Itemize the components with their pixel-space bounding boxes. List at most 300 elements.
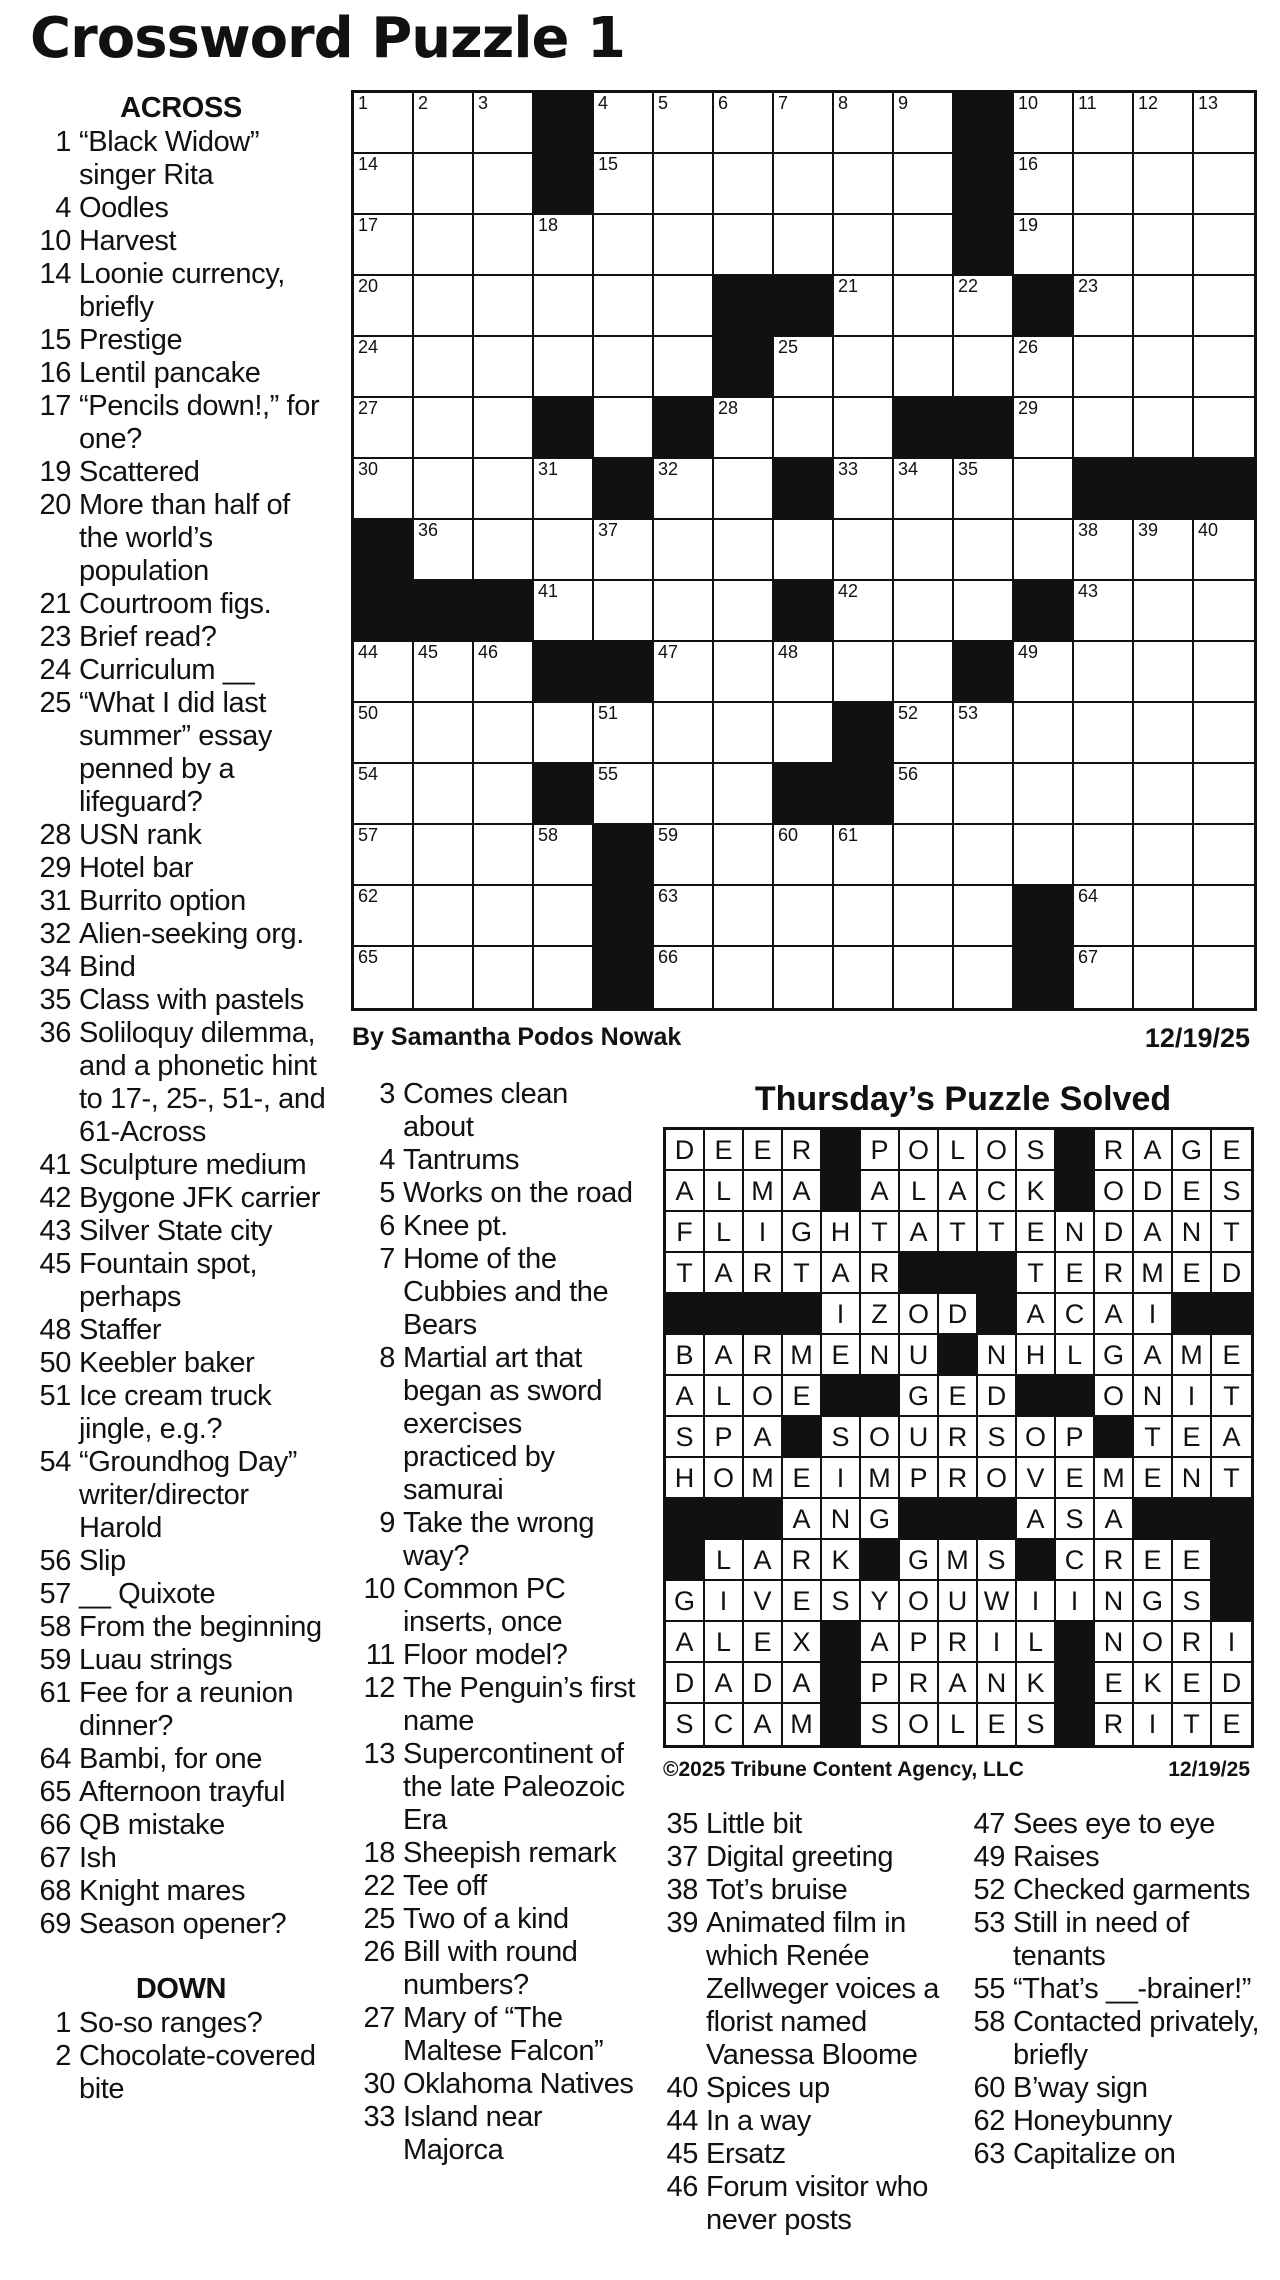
grid-cell[interactable] [1074,276,1134,337]
grid-cell[interactable] [774,886,834,947]
grid-cell[interactable] [474,459,534,520]
black-square [714,337,774,398]
black-square [534,154,594,215]
clue-number: 62 [973,2105,1005,2137]
grid-cell[interactable] [834,947,894,1008]
grid-cell[interactable] [654,520,714,581]
grid-cell[interactable] [714,459,774,520]
grid-cell[interactable] [534,825,594,886]
grid-cell[interactable] [354,215,414,276]
solution-letter: R [744,1253,783,1294]
solution-letter: L [900,1171,939,1212]
grid-cell[interactable] [594,215,654,276]
solution-letter: G [1095,1335,1134,1376]
grid-cell[interactable] [1014,642,1074,703]
grid-cell[interactable] [1074,520,1134,581]
solution-letter: L [1017,1622,1056,1663]
cell-number: 7 [778,93,789,113]
clue-number: 22 [363,1870,395,1902]
grid-cell[interactable] [1074,825,1134,886]
clue-item [26,1776,336,1809]
grid-cell[interactable] [654,337,714,398]
grid-cell[interactable] [534,276,594,337]
grid-cell[interactable] [354,703,414,764]
down-heading: DOWN [135,1973,227,2005]
cell-number: 26 [1018,337,1039,357]
grid-cell[interactable] [714,947,774,1008]
grid-cell[interactable] [954,947,1014,1008]
black-square [954,215,1014,276]
grid-cell[interactable] [1194,703,1254,764]
grid-cell[interactable] [1194,825,1254,886]
grid-cell[interactable] [1134,703,1194,764]
solution-letter: E [939,1376,978,1417]
clue-text: Floor model? [403,1639,568,1671]
clue-number: 58 [973,2006,1005,2038]
grid-cell[interactable] [654,764,714,825]
cell-number: 28 [718,398,739,418]
cell-number: 15 [598,154,619,174]
down-clues-col4 [960,1808,1260,2171]
cell-number: 49 [1018,642,1039,662]
grid-cell[interactable] [1134,154,1194,215]
grid-cell[interactable] [594,337,654,398]
solution-letter: A [783,1663,822,1704]
clue-text: Raises [1013,1841,1100,1873]
grid-cell[interactable] [354,764,414,825]
clue-item [26,390,336,456]
grid-cell[interactable] [774,520,834,581]
grid-cell[interactable] [714,642,774,703]
grid-cell[interactable] [774,825,834,886]
grid-cell[interactable] [1014,703,1074,764]
grid-cell[interactable] [594,581,654,642]
clue-text: Tantrums [403,1144,520,1176]
grid-cell[interactable] [414,642,474,703]
clue-text: Afternoon trayful [79,1776,285,1808]
solution-black-square [822,1130,861,1171]
grid-cell[interactable] [654,947,714,1008]
grid-cell[interactable] [1014,215,1074,276]
grid-cell[interactable] [474,520,534,581]
grid-cell[interactable] [654,93,714,154]
grid-cell[interactable] [834,825,894,886]
solution-black-square [900,1253,939,1294]
grid-cell[interactable] [834,93,894,154]
grid-cell[interactable] [954,825,1014,886]
black-square [1074,459,1134,520]
grid-cell[interactable] [1134,764,1194,825]
grid-cell[interactable] [1074,215,1134,276]
grid-cell[interactable] [1134,581,1194,642]
grid-cell[interactable] [414,825,474,886]
solution-letter: O [705,1458,744,1499]
grid-cell[interactable] [534,337,594,398]
solution-letter: A [666,1171,705,1212]
grid-cell[interactable] [1194,581,1254,642]
grid-cell[interactable] [834,581,894,642]
grid-cell[interactable] [654,581,714,642]
grid-cell[interactable] [354,642,414,703]
grid-cell[interactable] [354,459,414,520]
clue-text: From the beginning [79,1611,322,1643]
clue-text: Sculpture medium [79,1149,307,1181]
black-square [354,581,414,642]
grid-cell[interactable] [474,886,534,947]
grid-cell[interactable] [894,93,954,154]
grid-cell[interactable] [1014,520,1074,581]
grid-cell[interactable] [774,154,834,215]
grid-cell[interactable] [714,581,774,642]
grid-cell[interactable] [954,886,1014,947]
grid-cell[interactable] [834,154,894,215]
grid-cell[interactable] [1194,276,1254,337]
grid-cell[interactable] [414,764,474,825]
grid-cell[interactable] [954,337,1014,398]
solution-letter: G [861,1499,900,1540]
solution-letter: A [705,1253,744,1294]
grid-cell[interactable] [1074,93,1134,154]
grid-cell[interactable] [834,520,894,581]
grid-cell[interactable] [714,764,774,825]
grid-cell[interactable] [474,276,534,337]
clue-number: 35 [39,984,71,1016]
grid-cell[interactable] [354,337,414,398]
solution-black-square [666,1294,705,1335]
grid-cell[interactable] [354,947,414,1008]
grid-cell[interactable] [1014,825,1074,886]
black-square [714,276,774,337]
solution-letter: C [1056,1540,1095,1581]
grid-cell[interactable] [894,886,954,947]
grid-cell[interactable] [774,337,834,398]
grid-cell[interactable] [1194,337,1254,398]
grid-cell[interactable] [594,703,654,764]
solution-letter: U [939,1581,978,1622]
grid-cell[interactable] [774,642,834,703]
grid-cell[interactable] [834,276,894,337]
grid-cell[interactable] [1194,154,1254,215]
clue-text: Still in need of tenants [1013,1907,1189,1972]
grid-cell[interactable] [714,886,774,947]
clue-number: 39 [666,1907,698,1939]
grid-cell[interactable] [654,642,714,703]
grid-cell[interactable] [534,947,594,1008]
grid-cell[interactable] [774,398,834,459]
grid-cell[interactable] [414,215,474,276]
grid-cell[interactable] [354,154,414,215]
grid-cell[interactable] [714,215,774,276]
grid-cell[interactable] [414,93,474,154]
grid-cell[interactable] [714,520,774,581]
grid-cell[interactable] [474,215,534,276]
copyright: ©2025 Tribune Content Agency, LLC [663,1758,1024,1781]
solution-letter: O [861,1417,900,1458]
cell-number: 22 [958,276,979,296]
grid-cell[interactable] [534,520,594,581]
clue-number: 11 [365,1639,395,1671]
grid-cell[interactable] [474,764,534,825]
cell-number: 30 [358,459,379,479]
grid-cell[interactable] [1014,398,1074,459]
grid-cell[interactable] [954,276,1014,337]
clue-item [653,1808,953,1841]
solution-black-square [978,1253,1017,1294]
solution-letter: T [666,1253,705,1294]
grid-cell[interactable] [714,825,774,886]
clue-number: 8 [379,1342,395,1374]
grid-cell[interactable] [1134,398,1194,459]
grid-cell[interactable] [414,337,474,398]
grid-cell[interactable] [594,276,654,337]
grid-cell[interactable] [414,886,474,947]
grid-cell[interactable] [1194,215,1254,276]
grid-cell[interactable] [1074,886,1134,947]
grid-cell[interactable] [1074,154,1134,215]
clue-text: Harvest [79,225,177,257]
solution-letter: T [861,1212,900,1253]
grid-cell[interactable] [1074,337,1134,398]
solution-letter: R [1173,1622,1212,1663]
grid-cell[interactable] [954,703,1014,764]
clue-item [26,1545,336,1578]
grid-cell[interactable] [534,703,594,764]
grid-cell[interactable] [654,276,714,337]
grid-cell[interactable] [654,703,714,764]
clue-text: Mary of “The Maltese Falcon” [403,2002,604,2067]
solution-letter: R [900,1663,939,1704]
grid-cell[interactable] [474,154,534,215]
clue-item [26,1314,336,1347]
grid-cell[interactable] [954,581,1014,642]
cell-number: 42 [838,581,859,601]
grid-cell[interactable] [474,703,534,764]
solution-letter: S [666,1417,705,1458]
cell-number: 2 [418,93,429,113]
grid-cell[interactable] [774,703,834,764]
grid-cell[interactable] [1194,764,1254,825]
grid-cell[interactable] [1134,825,1194,886]
grid-cell[interactable] [1194,93,1254,154]
across-clues [26,90,336,2106]
grid-cell[interactable] [1014,764,1074,825]
grid-cell[interactable] [654,886,714,947]
solution-letter: D [666,1663,705,1704]
solution-letter: S [1212,1171,1251,1212]
grid-cell[interactable] [894,337,954,398]
grid-cell[interactable] [1134,337,1194,398]
grid-cell[interactable] [654,825,714,886]
grid-cell[interactable] [894,947,954,1008]
clue-text: Scattered [79,456,200,488]
grid-cell[interactable] [894,520,954,581]
grid-cell[interactable] [1134,947,1194,1008]
grid-cell[interactable] [954,764,1014,825]
grid-cell[interactable] [1134,886,1194,947]
grid-cell[interactable] [954,520,1014,581]
grid-cell[interactable] [834,886,894,947]
grid-cell[interactable] [354,886,414,947]
grid-cell[interactable] [1134,93,1194,154]
solution-letter: A [861,1622,900,1663]
grid-cell[interactable] [1074,642,1134,703]
grid-cell[interactable] [414,398,474,459]
grid-cell[interactable] [954,459,1014,520]
black-square [594,825,654,886]
grid-cell[interactable] [474,93,534,154]
grid-cell[interactable] [894,459,954,520]
grid-cell[interactable] [834,215,894,276]
clue-text: Alien-seeking org. [79,918,304,950]
grid-cell[interactable] [834,398,894,459]
solution-letter: R [1095,1540,1134,1581]
grid-cell[interactable] [1194,520,1254,581]
grid-cell[interactable] [534,215,594,276]
black-square [1014,886,1074,947]
grid-cell[interactable] [1014,93,1074,154]
clue-number: 44 [666,2105,698,2137]
grid-cell[interactable] [894,581,954,642]
solution-letter: A [783,1499,822,1540]
clue-number: 2 [55,2040,71,2072]
grid-cell[interactable] [714,703,774,764]
grid-cell[interactable] [414,154,474,215]
clue-text: Forum visitor who never posts [706,2171,929,2236]
grid-cell[interactable] [714,93,774,154]
clue-number: 40 [666,2072,698,2104]
solution-letter: R [783,1540,822,1581]
grid-cell[interactable] [1014,459,1074,520]
clue-number: 67 [39,1842,71,1874]
grid-cell[interactable] [414,947,474,1008]
clue-text: In a way [706,2105,811,2137]
grid-cell[interactable] [1074,703,1134,764]
solution-letter: R [939,1458,978,1499]
grid-cell[interactable] [1194,642,1254,703]
solution-letter: A [1212,1417,1251,1458]
grid-cell[interactable] [594,154,654,215]
solution-black-square [822,1171,861,1212]
grid-cell[interactable] [1074,581,1134,642]
crossword-grid[interactable] [351,90,1257,1011]
grid-cell[interactable] [894,764,954,825]
grid-cell[interactable] [474,398,534,459]
solution-letter: T [1212,1458,1251,1499]
solution-letter: V [744,1581,783,1622]
grid-cell[interactable] [414,459,474,520]
solution-black-square [1056,1704,1095,1745]
grid-cell[interactable] [1074,764,1134,825]
clue-item [350,1507,640,1573]
clue-item [26,1908,336,1941]
cell-number: 61 [838,825,859,845]
grid-cell[interactable] [1194,886,1254,947]
clue-item [350,1144,640,1177]
grid-cell[interactable] [774,215,834,276]
grid-cell[interactable] [594,520,654,581]
solution-letter: B [666,1335,705,1376]
grid-cell[interactable] [474,947,534,1008]
solution-letter: R [939,1622,978,1663]
solution-letter: S [822,1581,861,1622]
solution-black-square [822,1622,861,1663]
grid-cell[interactable] [894,154,954,215]
grid-cell[interactable] [654,154,714,215]
grid-cell[interactable] [834,459,894,520]
grid-cell[interactable] [1134,215,1194,276]
grid-cell[interactable] [354,398,414,459]
grid-cell[interactable] [1194,398,1254,459]
clue-text: Take the wrong way? [403,1507,595,1572]
solution-letter: H [822,1212,861,1253]
grid-cell[interactable] [1014,337,1074,398]
grid-cell[interactable] [594,764,654,825]
grid-cell[interactable] [894,642,954,703]
grid-cell[interactable] [1074,947,1134,1008]
grid-cell[interactable] [354,276,414,337]
grid-cell[interactable] [474,337,534,398]
clue-item [653,2138,953,2171]
grid-cell[interactable] [894,825,954,886]
grid-cell[interactable] [474,642,534,703]
grid-cell[interactable] [714,154,774,215]
grid-cell[interactable] [414,703,474,764]
clue-number: 37 [666,1841,698,1873]
grid-cell[interactable] [894,703,954,764]
grid-cell[interactable] [534,459,594,520]
solution-letter: I [705,1581,744,1622]
grid-cell[interactable] [594,398,654,459]
cell-number: 62 [358,886,379,906]
grid-cell[interactable] [354,825,414,886]
grid-cell[interactable] [534,581,594,642]
grid-cell[interactable] [1014,154,1074,215]
clue-item [960,1841,1260,1874]
solution-letter: T [1173,1704,1212,1745]
grid-cell[interactable] [474,825,534,886]
grid-cell[interactable] [354,93,414,154]
grid-cell[interactable] [414,276,474,337]
grid-cell[interactable] [1074,398,1134,459]
grid-cell[interactable] [834,337,894,398]
clue-number: 41 [39,1149,71,1181]
solution-letter: S [666,1704,705,1745]
grid-cell[interactable] [894,276,954,337]
grid-cell[interactable] [774,947,834,1008]
grid-cell[interactable] [774,93,834,154]
grid-cell[interactable] [1134,642,1194,703]
grid-cell[interactable] [654,215,714,276]
grid-cell[interactable] [1134,276,1194,337]
grid-cell[interactable] [714,398,774,459]
solution-letter: I [744,1212,783,1253]
grid-cell[interactable] [654,459,714,520]
cell-number: 27 [358,398,379,418]
cell-number: 32 [658,459,679,479]
solution-letter: D [1212,1663,1251,1704]
grid-cell[interactable] [834,642,894,703]
grid-cell[interactable] [1194,947,1254,1008]
grid-cell[interactable] [1134,520,1194,581]
grid-cell[interactable] [894,215,954,276]
grid-cell[interactable] [594,93,654,154]
clue-text: Loonie currency, briefly [79,258,285,323]
solution-letter: A [666,1622,705,1663]
solution-letter: A [1017,1499,1056,1540]
grid-cell[interactable] [414,520,474,581]
grid-cell[interactable] [534,886,594,947]
solution-black-square [861,1540,900,1581]
